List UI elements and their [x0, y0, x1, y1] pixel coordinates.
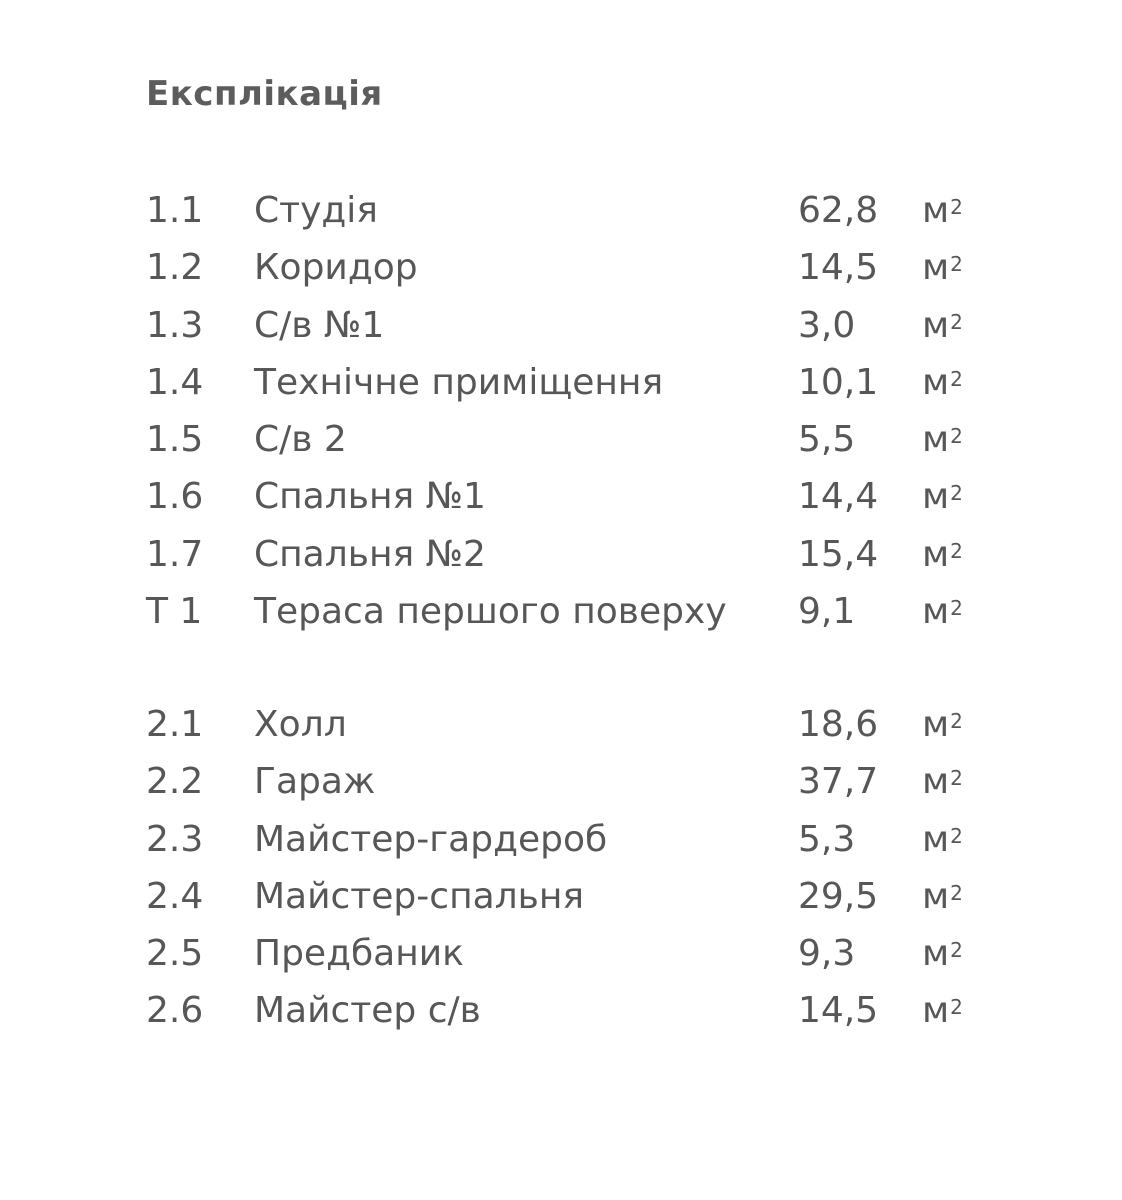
room-row	[146, 815, 1046, 872]
room-row	[146, 186, 1046, 243]
area-unit: $м^2$	[922, 818, 963, 860]
room-row	[146, 757, 1046, 814]
floor-2-room-list	[146, 700, 1046, 1044]
area-unit: $м^2$	[922, 933, 963, 975]
area-unit: $м^2$	[922, 704, 963, 745]
room-area: 14,5	[798, 990, 879, 1032]
room-name: Технічне приміщення	[254, 361, 664, 403]
room-row	[146, 872, 1046, 929]
room-row	[146, 301, 1046, 358]
room-area: 14,4	[798, 476, 879, 518]
room-row	[146, 530, 1046, 587]
room-code: 2.5	[146, 933, 204, 975]
room-name: Майстер-спальня	[254, 875, 585, 917]
area-unit: $м^2$	[922, 990, 963, 1032]
room-code: 1.6	[146, 476, 204, 518]
room-row	[146, 700, 1046, 757]
area-unit: $м^2$	[922, 304, 963, 346]
area-unit: $м^2$	[922, 419, 963, 461]
room-area: 9,1	[798, 591, 856, 633]
room-code: 2.1	[146, 704, 204, 745]
room-row	[146, 415, 1046, 472]
room-code: 1.7	[146, 533, 204, 575]
room-area: 29,5	[798, 875, 879, 917]
room-code: Т 1	[146, 591, 203, 633]
room-name: С/в 2	[254, 419, 347, 461]
room-name: С/в №1	[254, 304, 385, 346]
room-area: 37,7	[798, 761, 879, 803]
area-unit: $м^2$	[922, 190, 963, 231]
room-code: 2.2	[146, 761, 204, 803]
room-row	[146, 986, 1046, 1043]
room-code: 2.4	[146, 875, 204, 917]
room-name: Холл	[254, 704, 347, 745]
room-row	[146, 472, 1046, 529]
area-unit: $м^2$	[922, 476, 963, 518]
room-row	[146, 929, 1046, 986]
area-unit: $м^2$	[922, 761, 963, 803]
room-code: 1.5	[146, 419, 204, 461]
room-name: Гараж	[254, 761, 376, 803]
room-area: 14,5	[798, 247, 879, 289]
room-name: Студія	[254, 190, 378, 231]
room-row	[146, 243, 1046, 300]
room-area: 3,0	[798, 304, 856, 346]
room-code: 1.4	[146, 361, 204, 403]
room-code: 1.2	[146, 247, 204, 289]
area-unit: $м^2$	[922, 361, 963, 403]
room-name: Спальня №2	[254, 533, 486, 575]
room-code: 1.1	[146, 190, 204, 231]
room-row	[146, 358, 1046, 415]
room-name: Тераса першого поверху	[254, 591, 727, 633]
room-name: Предбаник	[254, 933, 464, 975]
explication-title: Експлікація	[146, 74, 383, 114]
room-area: 5,5	[798, 419, 856, 461]
area-unit: $м^2$	[922, 533, 963, 575]
area-unit: $м^2$	[922, 591, 963, 633]
room-code: 2.6	[146, 990, 204, 1032]
room-area: 15,4	[798, 533, 879, 575]
room-name: Майстер-гардероб	[254, 818, 608, 860]
room-code: 2.3	[146, 818, 204, 860]
room-code: 1.3	[146, 304, 204, 346]
room-area: 9,3	[798, 933, 856, 975]
room-area: 18,6	[798, 704, 879, 745]
room-row	[146, 587, 1046, 644]
room-area: 10,1	[798, 361, 879, 403]
room-area: 5,3	[798, 818, 856, 860]
room-name: Майстер с/в	[254, 990, 481, 1032]
room-area: 62,8	[798, 190, 879, 231]
floor-1-room-list	[146, 186, 1046, 644]
area-unit: $м^2$	[922, 875, 963, 917]
room-name: Спальня №1	[254, 476, 486, 518]
area-unit: $м^2$	[922, 247, 963, 289]
room-name: Коридор	[254, 247, 418, 289]
